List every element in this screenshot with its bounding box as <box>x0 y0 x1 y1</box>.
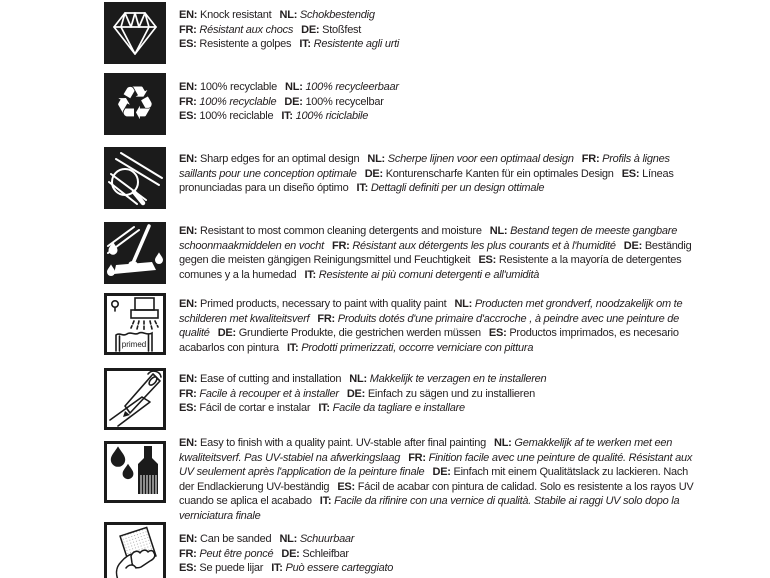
lang-label: EN: <box>179 225 198 237</box>
feature-value: Schokbestendig <box>299 9 375 21</box>
feature-text <box>179 436 696 524</box>
lang-label: ES: <box>478 254 497 267</box>
lang-label: DE: <box>364 167 383 180</box>
feature-row <box>104 222 736 284</box>
feature-value: 100% recycleerbaar <box>305 81 399 93</box>
icon-slot <box>104 368 166 430</box>
icon-slot <box>104 2 166 64</box>
feature-value: Gemakkelijk af te werken met een kwaliteitsverf. Pas UV-stabiel na afwerkingslaag <box>179 437 673 464</box>
feature-value: Se puede lijar <box>199 562 264 575</box>
lang-label: DE: <box>281 547 300 560</box>
feature-row <box>104 368 736 430</box>
feature-value: Bestand tegen de meeste gangbare schoonmaakmiddelen en vocht <box>179 225 678 252</box>
feature-value: Fácil de cortar e instalar <box>199 402 311 415</box>
svg-text:primed: primed <box>121 340 147 349</box>
lang-label: NL: <box>285 81 303 93</box>
feature-text <box>179 293 696 355</box>
feature-value: 100% recyclable <box>199 95 277 108</box>
icon-slot <box>104 293 166 355</box>
lang-label: NL: <box>494 437 512 449</box>
mop-cleaning-icon <box>104 222 166 284</box>
lang-label: ES: <box>621 167 640 180</box>
lang-label: NL: <box>454 298 473 310</box>
icon-slot <box>104 222 166 284</box>
lang-label: NL: <box>489 225 508 237</box>
lang-label: NL: <box>279 9 298 21</box>
lang-label: FR: <box>317 312 335 325</box>
feature-value: Ease of cutting and installation <box>200 373 342 385</box>
feature-value: Resistente a la mayoría de detergentes comunes y a la humedad <box>179 254 682 281</box>
lang-label: DE: <box>623 239 642 252</box>
sanding-hand-icon <box>104 522 166 578</box>
feature-value: Einfach mit einem Qualitätslack zu lackieren. Nach der Endlackierung UV-beständig <box>179 466 689 493</box>
feature-value: Scherpe lijnen voor een optimaal design <box>387 153 574 165</box>
feature-value: Producten met grondverf, noodzakelijk om te schilderen met kwaliteitsverf <box>179 298 683 325</box>
feature-value: Prodotti primerizzati, occorre verniciare con pittura <box>301 341 534 354</box>
feature-value: Sharp edges for an optimal design <box>200 153 360 165</box>
feature-value: 100% recycelbar <box>305 95 384 108</box>
feature-value: Facile da rifinire con una vernice di qualità. Stabile ai raggi UV solo dopo la verniciatura finale <box>179 495 680 522</box>
feature-value: Dettagli definiti per un design ottimale <box>370 182 545 195</box>
lang-label: IT: <box>318 402 330 415</box>
feature-value: Può essere carteggiato <box>285 562 394 575</box>
icon-slot <box>104 147 166 209</box>
lang-label: DE: <box>217 327 236 340</box>
feature-value: Profils à lignes saillants pour une conception optimale <box>179 153 670 180</box>
lang-label: DE: <box>284 95 303 108</box>
feature-value: Résistant aux chocs <box>199 23 294 36</box>
lang-label: DE: <box>432 466 451 479</box>
lang-label: EN: <box>179 373 198 385</box>
feature-value: Fácil de acabar con pintura de calidad. Solo es resistente a los rayos UV cuando se aplica el acabado <box>179 480 694 508</box>
feature-value: Produits dotés d'une primaire d'accroche , à peindre avec une peinture de qualité <box>179 312 679 340</box>
feature-value: Facile à recouper et à installer <box>199 387 339 400</box>
feature-row <box>104 147 736 209</box>
feature-value: Can be sanded <box>200 533 272 545</box>
lang-label: DE: <box>301 23 320 36</box>
lang-label: EN: <box>179 153 198 165</box>
lang-label: ES: <box>337 480 355 493</box>
svg-text:♻: ♻ <box>114 76 156 130</box>
feature-value: 100% riciclabile <box>295 110 369 123</box>
feature-value: Knock resistant <box>200 9 272 21</box>
feature-text <box>179 522 696 576</box>
feature-value: Einfach zu sägen und zu installieren <box>367 387 535 400</box>
lang-label: IT: <box>287 341 299 354</box>
lang-label: FR: <box>408 451 426 464</box>
feature-value: Schuurbaar <box>299 533 355 545</box>
lang-label: EN: <box>179 533 198 545</box>
feature-row <box>104 437 736 524</box>
feature-row <box>104 73 736 135</box>
feature-value: Líneas pronunciadas para un diseño óptimo <box>179 167 674 195</box>
feature-text <box>179 2 696 52</box>
lang-label: EN: <box>179 298 198 310</box>
feature-row <box>104 293 736 355</box>
feature-value: Resistente agli urti <box>313 38 400 51</box>
feature-value: Schleifbar <box>302 547 349 560</box>
lang-label: NL: <box>367 153 385 165</box>
feature-value: Konturenscharfe Kanten für ein optimales Design <box>385 167 614 180</box>
feature-value: Peut être poncé <box>199 547 274 560</box>
lang-label: IT: <box>281 110 293 123</box>
feature-text <box>179 73 696 124</box>
feature-value: Finition facile avec une peinture de qualité. Résistant aux UV seulement après l'application de la peinture finale <box>179 451 693 479</box>
feature-value: Makkelijk te verzagen en te installeren <box>369 373 547 385</box>
saw-cutting-icon <box>104 368 166 430</box>
feature-value: Resistente ai più comuni detergenti e all'umidità <box>318 268 540 281</box>
lang-label: ES: <box>179 402 197 415</box>
lang-label: FR: <box>581 153 600 165</box>
icon-slot <box>104 522 166 578</box>
feature-value: Easy to finish with a quality paint. UV-stable after final painting <box>200 437 486 449</box>
feature-value: Grundierte Produkte, die gestrichen werden müssen <box>238 327 481 340</box>
feature-row <box>104 522 736 578</box>
feature-value: 100% recyclable <box>200 81 277 93</box>
lang-label: ES: <box>179 562 197 575</box>
lang-label: EN: <box>179 9 198 21</box>
lang-label: DE: <box>346 387 366 400</box>
icon-slot <box>104 441 166 503</box>
recycle-icon <box>104 73 166 135</box>
feature-row <box>104 2 736 64</box>
lang-label: NL: <box>349 373 367 385</box>
lang-label: FR: <box>179 387 197 400</box>
icon-slot <box>104 73 166 135</box>
feature-value: 100% reciclable <box>199 110 274 123</box>
lang-label: FR: <box>179 23 197 36</box>
feature-value: Primed products, necessary to paint with quality paint <box>200 298 447 310</box>
lang-label: FR: <box>179 547 197 560</box>
paint-brush-icon <box>104 441 166 503</box>
lang-label: ES: <box>179 38 197 51</box>
lang-label: IT: <box>271 562 283 575</box>
lang-label: EN: <box>179 81 198 93</box>
lang-label: ES: <box>179 110 197 123</box>
feature-value: Facile da tagliare e installare <box>332 402 465 415</box>
feature-value: Résistant aux détergents les plus courants et à l'humidité <box>352 239 616 252</box>
lang-label: FR: <box>331 239 350 252</box>
feature-text <box>179 368 696 416</box>
feature-value: Beständig gegen die meisten gängigen Reinigungsmittel und Feuchtigkeit <box>179 239 692 267</box>
primer-spray-icon <box>104 293 166 355</box>
lang-label: IT: <box>304 268 316 281</box>
feature-text <box>179 147 696 196</box>
diamond-icon <box>104 2 166 64</box>
lang-label: NL: <box>279 533 298 545</box>
feature-value: Resistente a golpes <box>199 38 292 51</box>
lang-label: IT: <box>356 182 369 195</box>
feature-value: Resistant to most common cleaning detergents and moisture <box>200 225 482 237</box>
feature-value: Stoßfest <box>322 23 362 36</box>
lang-label: ES: <box>488 327 507 340</box>
lang-label: EN: <box>179 437 198 449</box>
feature-value: Productos imprimados, es necesario acabarlos con pintura <box>179 327 679 354</box>
feature-text <box>179 222 696 282</box>
sharp-edges-icon <box>104 147 166 209</box>
lang-label: FR: <box>179 95 197 108</box>
lang-label: IT: <box>299 38 311 51</box>
lang-label: IT: <box>319 495 332 508</box>
